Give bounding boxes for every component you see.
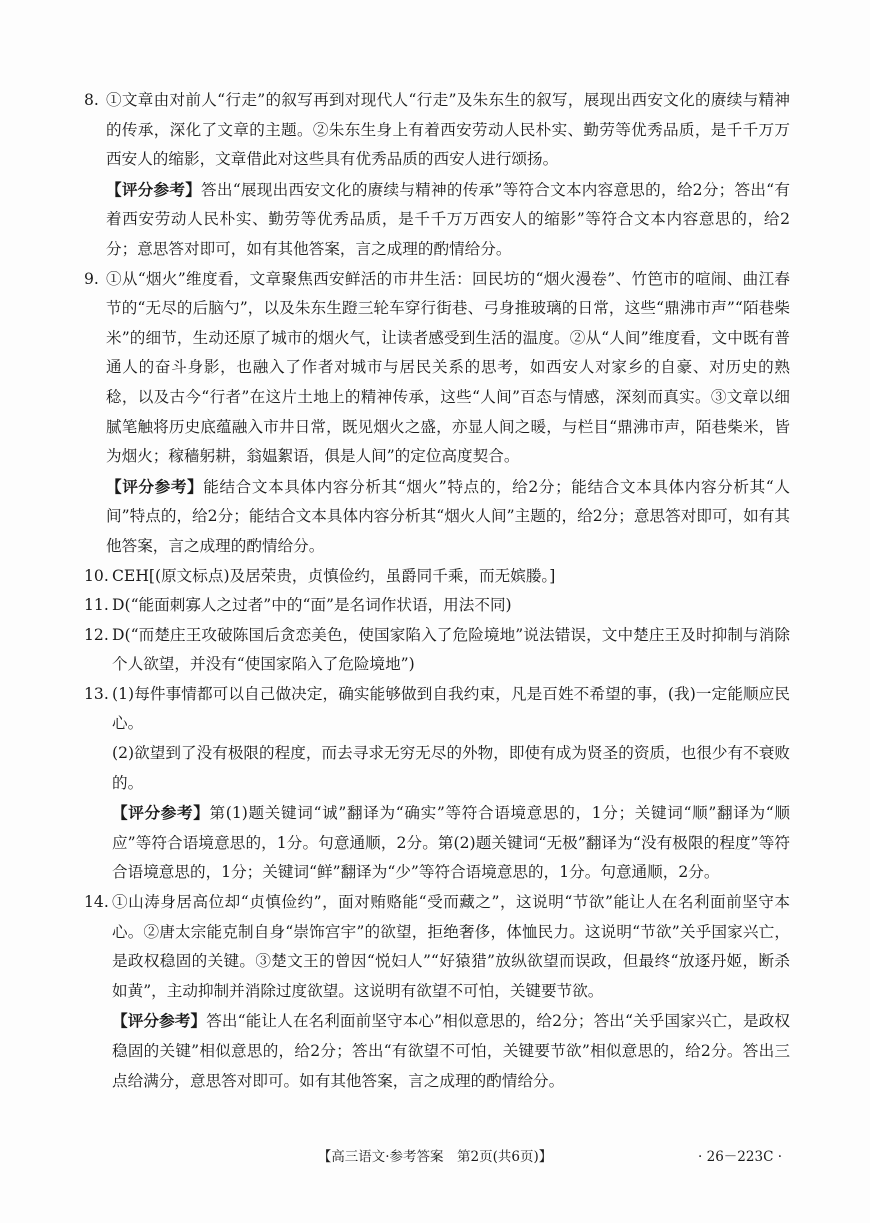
answer-content xyxy=(84,86,790,1096)
question-number: 14. xyxy=(84,893,109,912)
answer-text: D(“而楚庄王攻破陈国后贪恋美色，使国家陷入了危险境地”说法错误，文中楚庄王及时抑制与消除个人欲望，并没有“使国家陷入了危险境地”) xyxy=(112,625,790,674)
question-number: 11. xyxy=(84,596,109,615)
answer-item-10 xyxy=(84,562,790,592)
question-number: 10. xyxy=(84,566,109,585)
scoring-text: 第(1)题关键词“诚”翻译为“确实”等符合语境意思的，1分；关键词“顺”翻译为“顺应”等符合语境意思的，1分。句意通顺，2分。第(2)题关键词“无极”翻译为“没有极限的程度”等符合语境意思的，1分；关键词“鲜”翻译为“少”等符合语境意思的，1分。句意通顺，2分。 xyxy=(112,804,790,882)
scoring-note-9 xyxy=(84,472,790,562)
answer-text: (1)每件事情都可以自己做决定，确实能够做到自我约束，凡是百姓不希望的事，(我)一定能顺应民心。 xyxy=(112,684,790,733)
scoring-note-13 xyxy=(84,798,790,888)
answer-text: CEH[(原文标点)及居荣贵，贞慎俭约，虽爵同千乘，而无嫔媵。] xyxy=(112,566,556,585)
scoring-text: 答出“展现出西安文化的赓续与精神的传承”等符合文本内容意思的，给2分；答出“有着西安劳动人民朴实、勤劳等优秀品质，是千千万万西安人的缩影”等符合文本内容意思的，给2分；意思答对即可，如有其他答案，言之成理的酌情给分。 xyxy=(106,180,790,258)
scoring-tag: 【评分参考】 xyxy=(106,476,204,496)
scoring-note-8 xyxy=(84,175,790,265)
answer-item-14 xyxy=(84,888,790,1006)
footer-doc-code: · 26－223C · xyxy=(698,1149,782,1165)
answer-text: ①山涛身居高位却“贞慎俭约”，面对贿赂能“受而藏之”，这说明“节欲”能让人在名利面前坚守本心。②唐太宗能克制自身“崇饰宫宇”的欲望，拒绝奢侈，体恤民力。这说明“节欲”关乎国家兴亡，是政权稳固的关键。③楚文王的曾因“悦妇人”“好猿猎”放纵欲望而误政，但最终“放逐丹姬，断杀如黄”，主动抑制并消除过度欲望。这说明有欲望不可怕，关键要节欲。 xyxy=(112,893,790,1000)
scoring-text: 能结合文本具体内容分析其“烟火”特点的，给2分；能结合文本具体内容分析其“人间”特点的，给2分；能结合文本具体内容分析其“烟火人间”主题的，给2分；意思答对即可，如有其他答案，言之成理的酌情给分。 xyxy=(106,477,790,555)
scoring-text: 答出“能让人在名利面前坚守本心”相似意思的，给2分；答出“关乎国家兴亡，是政权稳固的关键”相似意思的，给2分；答出“有欲望不可怕，关键要节欲”相似意思的，给2分。答出三点给满分，意思答对即可。如有其他答案，言之成理的酌情给分。 xyxy=(112,1012,790,1090)
scoring-tag: 【评分参考】 xyxy=(106,179,202,199)
answer-item-9 xyxy=(84,265,790,472)
page-footer xyxy=(0,1145,870,1169)
question-number: 9. xyxy=(84,269,99,288)
answer-item-11 xyxy=(84,591,790,621)
question-number: 13. xyxy=(84,684,109,703)
answer-item-12 xyxy=(84,621,790,680)
scoring-note-14 xyxy=(84,1006,790,1096)
answer-text: D(“能面刺寡人之过者”中的“面”是名词作状语，用法不同) xyxy=(112,596,512,615)
scoring-tag: 【评分参考】 xyxy=(112,1011,207,1031)
answer-item-8 xyxy=(84,86,790,175)
footer-page-info: 【高三语文·参考答案 第2页(共6页)】 xyxy=(317,1149,553,1165)
answer-text: ①文章由对前人“行走”的叙写再到对现代人“行走”及朱东生的叙写，展现出西安文化的赓续与精神的传承，深化了文章的主题。②朱东生身上有着西安劳动人民朴实、勤劳等优秀品质，是千千万万西安人的缩影，文章借此对这些具有优秀品质的西安人进行颂扬。 xyxy=(106,91,790,169)
answer-text: ①从“烟火”维度看，文章聚焦西安鲜活的市井生活：回民坊的“烟火漫卷”、竹笆市的喧闹、曲江春节的“无尽的后脑勺”，以及朱东生蹬三轮车穿行街巷、弓身推玻璃的日常，这些“鼎沸市声”“陌巷柴米”的细节，生动还原了城市的烟火气，让读者感受到生活的温度。②从“人间”维度看，文中既有普通人的奋斗身影，也融入了作者对城市与居民关系的思考，如西安人对家乡的自豪、对历史的熟稔，以及古今“行者”在这片土地上的精神传承，这些“人间”百态与情感，深刻而真实。③文章以细腻笔触将历史底蕴融入市井日常，既见烟火之盛，亦显人间之暖，与栏目“鼎沸市声，陌巷柴米，皆为烟火；稼穑躬耕，翁媪絮语，俱是人间”的定位高度契合。 xyxy=(106,269,790,466)
answer-item-13 xyxy=(84,680,790,739)
scoring-tag: 【评分参考】 xyxy=(112,803,210,823)
answer-subitem-13-2: (2)欲望到了没有极限的程度，而去寻求无穷无尽的外物，即使有成为贤圣的资质，也很少有不衰败的。 xyxy=(112,744,790,792)
question-number: 12. xyxy=(84,625,109,644)
question-number: 8. xyxy=(84,91,99,109)
